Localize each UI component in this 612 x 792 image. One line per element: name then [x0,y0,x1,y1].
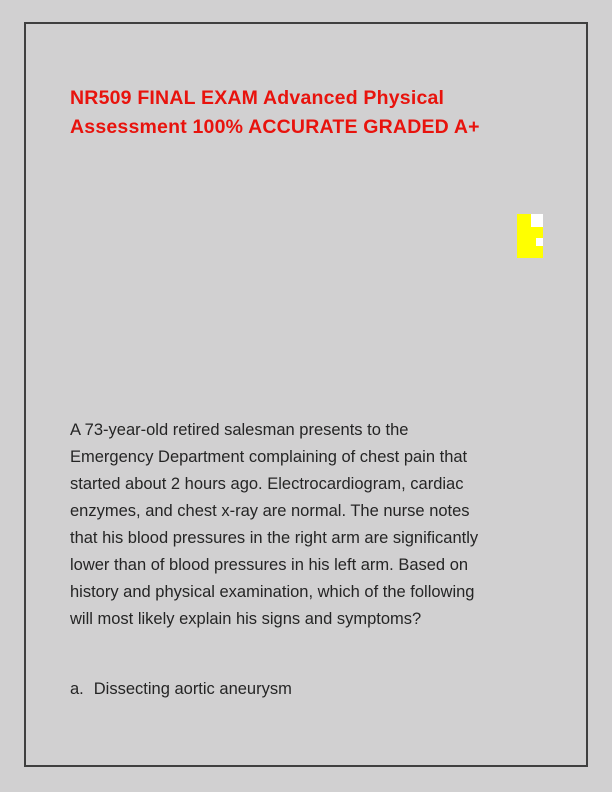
question-line: will most likely explain his signs and symptoms? [70,610,422,628]
question-line: A 73-year-old retired salesman presents to the [70,421,409,439]
question-line: that his blood pressures in the right arm are significantly [70,529,479,547]
question-line: history and physical examination, which of the following [70,583,475,601]
question-line: enzymes, and chest x-ray are normal. The nurse notes [70,502,470,520]
exam-title [70,84,480,142]
exam-title-line-1: NR509 FINAL EXAM Advanced Physical [70,87,445,109]
question-line: lower than of blood pressures in his left arm. Based on [70,556,469,574]
answer-option-a [70,676,292,703]
answer-option-text: Dissecting aortic aneurysm [93,680,292,698]
answer-option-letter: a. [70,680,84,698]
highlight-marker-white-notch [536,238,543,246]
highlight-marker-white-top [531,214,543,227]
exam-title-line-2: Assessment 100% ACCURATE GRADED A+ [70,116,480,138]
question-line: started about 2 hours ago. Electrocardiogram, cardiac [70,475,464,493]
highlight-marker-icon [517,214,543,258]
question-line: Emergency Department complaining of chest pain that [70,448,468,466]
question-text [70,417,478,633]
